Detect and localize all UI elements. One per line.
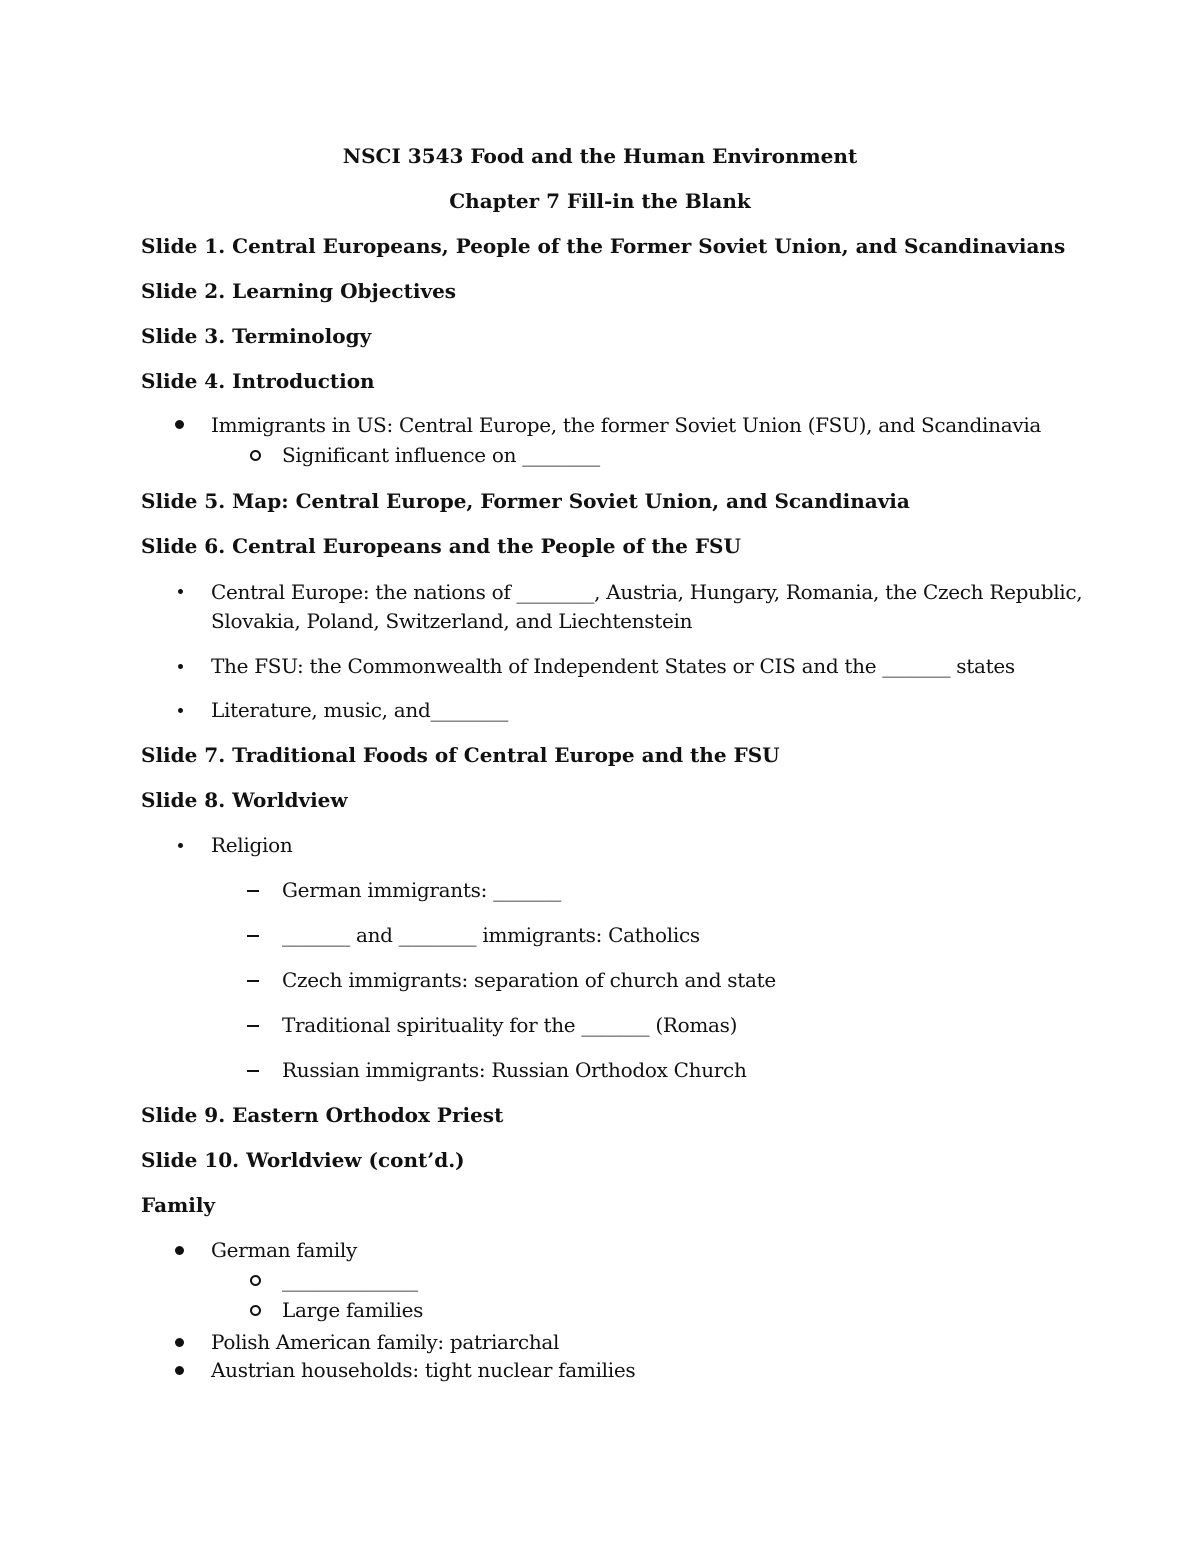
dash-marker — [247, 935, 259, 937]
bullet-dot — [175, 420, 184, 429]
bullet-dot — [175, 1338, 184, 1347]
list-item: Austrian households: tight nuclear families — [211, 1358, 636, 1382]
dash-marker — [247, 1070, 259, 1072]
slide-10-heading: Slide 10. Worldview (cont’d.) — [141, 1148, 465, 1172]
list-item: _______ and ________ immigrants: Catholics — [282, 923, 700, 947]
list-item: Significant influence on ________ — [282, 443, 600, 467]
bullet-dot — [178, 589, 183, 594]
slide-1-heading: Slide 1. Central Europeans, People of the Former Soviet Union, and Scandinavians — [141, 234, 1066, 258]
list-item: Czech immigrants: separation of church and state — [282, 968, 776, 992]
slide-9-heading: Slide 9. Eastern Orthodox Priest — [141, 1103, 504, 1127]
document-title: NSCI 3543 Food and the Human Environment — [342, 144, 858, 168]
list-item: German family — [211, 1238, 357, 1262]
list-item: Polish American family: patriarchal — [211, 1330, 560, 1354]
list-item-continuation: Slovakia, Poland, Switzerland, and Liechtenstein — [211, 609, 693, 633]
bullet-ring — [250, 1305, 261, 1316]
list-item: The FSU: the Commonwealth of Independent States or CIS and the _______ states — [211, 654, 1015, 678]
bullet-dot — [175, 1246, 184, 1255]
bullet-dot — [178, 843, 183, 848]
list-item: Immigrants in US: Central Europe, the former Soviet Union (FSU), and Scandinavia — [211, 413, 1042, 437]
list-item: Religion — [211, 833, 293, 857]
bullet-ring — [250, 450, 261, 461]
list-item: Traditional spirituality for the _______ (Romas) — [282, 1013, 738, 1037]
bullet-dot — [178, 708, 183, 713]
slide-8-heading: Slide 8. Worldview — [141, 788, 348, 812]
list-item: German immigrants: _______ — [282, 878, 561, 902]
dash-marker — [247, 1025, 259, 1027]
dash-marker — [247, 980, 259, 982]
bullet-dot — [178, 664, 183, 669]
slide-5-heading: Slide 5. Map: Central Europe, Former Soviet Union, and Scandinavia — [141, 489, 910, 513]
slide-4-heading: Slide 4. Introduction — [141, 369, 375, 393]
list-item: Large families — [282, 1298, 424, 1322]
bullet-ring — [250, 1275, 261, 1286]
document-subtitle: Chapter 7 Fill-in the Blank — [449, 189, 751, 213]
list-item: Literature, music, and________ — [211, 698, 509, 722]
slide-2-heading: Slide 2. Learning Objectives — [141, 279, 457, 303]
family-heading: Family — [141, 1193, 216, 1217]
list-item: Russian immigrants: Russian Orthodox Church — [282, 1058, 747, 1082]
list-item: Central Europe: the nations of ________, Austria, Hungary, Romania, the Czech Republic, — [211, 580, 1083, 604]
dash-marker — [247, 890, 259, 892]
slide-7-heading: Slide 7. Traditional Foods of Central Europe and the FSU — [141, 743, 780, 767]
list-item: ______________ — [282, 1268, 418, 1292]
slide-6-heading: Slide 6. Central Europeans and the People of the FSU — [141, 534, 741, 558]
slide-3-heading: Slide 3. Terminology — [141, 324, 372, 348]
bullet-dot — [175, 1366, 184, 1375]
